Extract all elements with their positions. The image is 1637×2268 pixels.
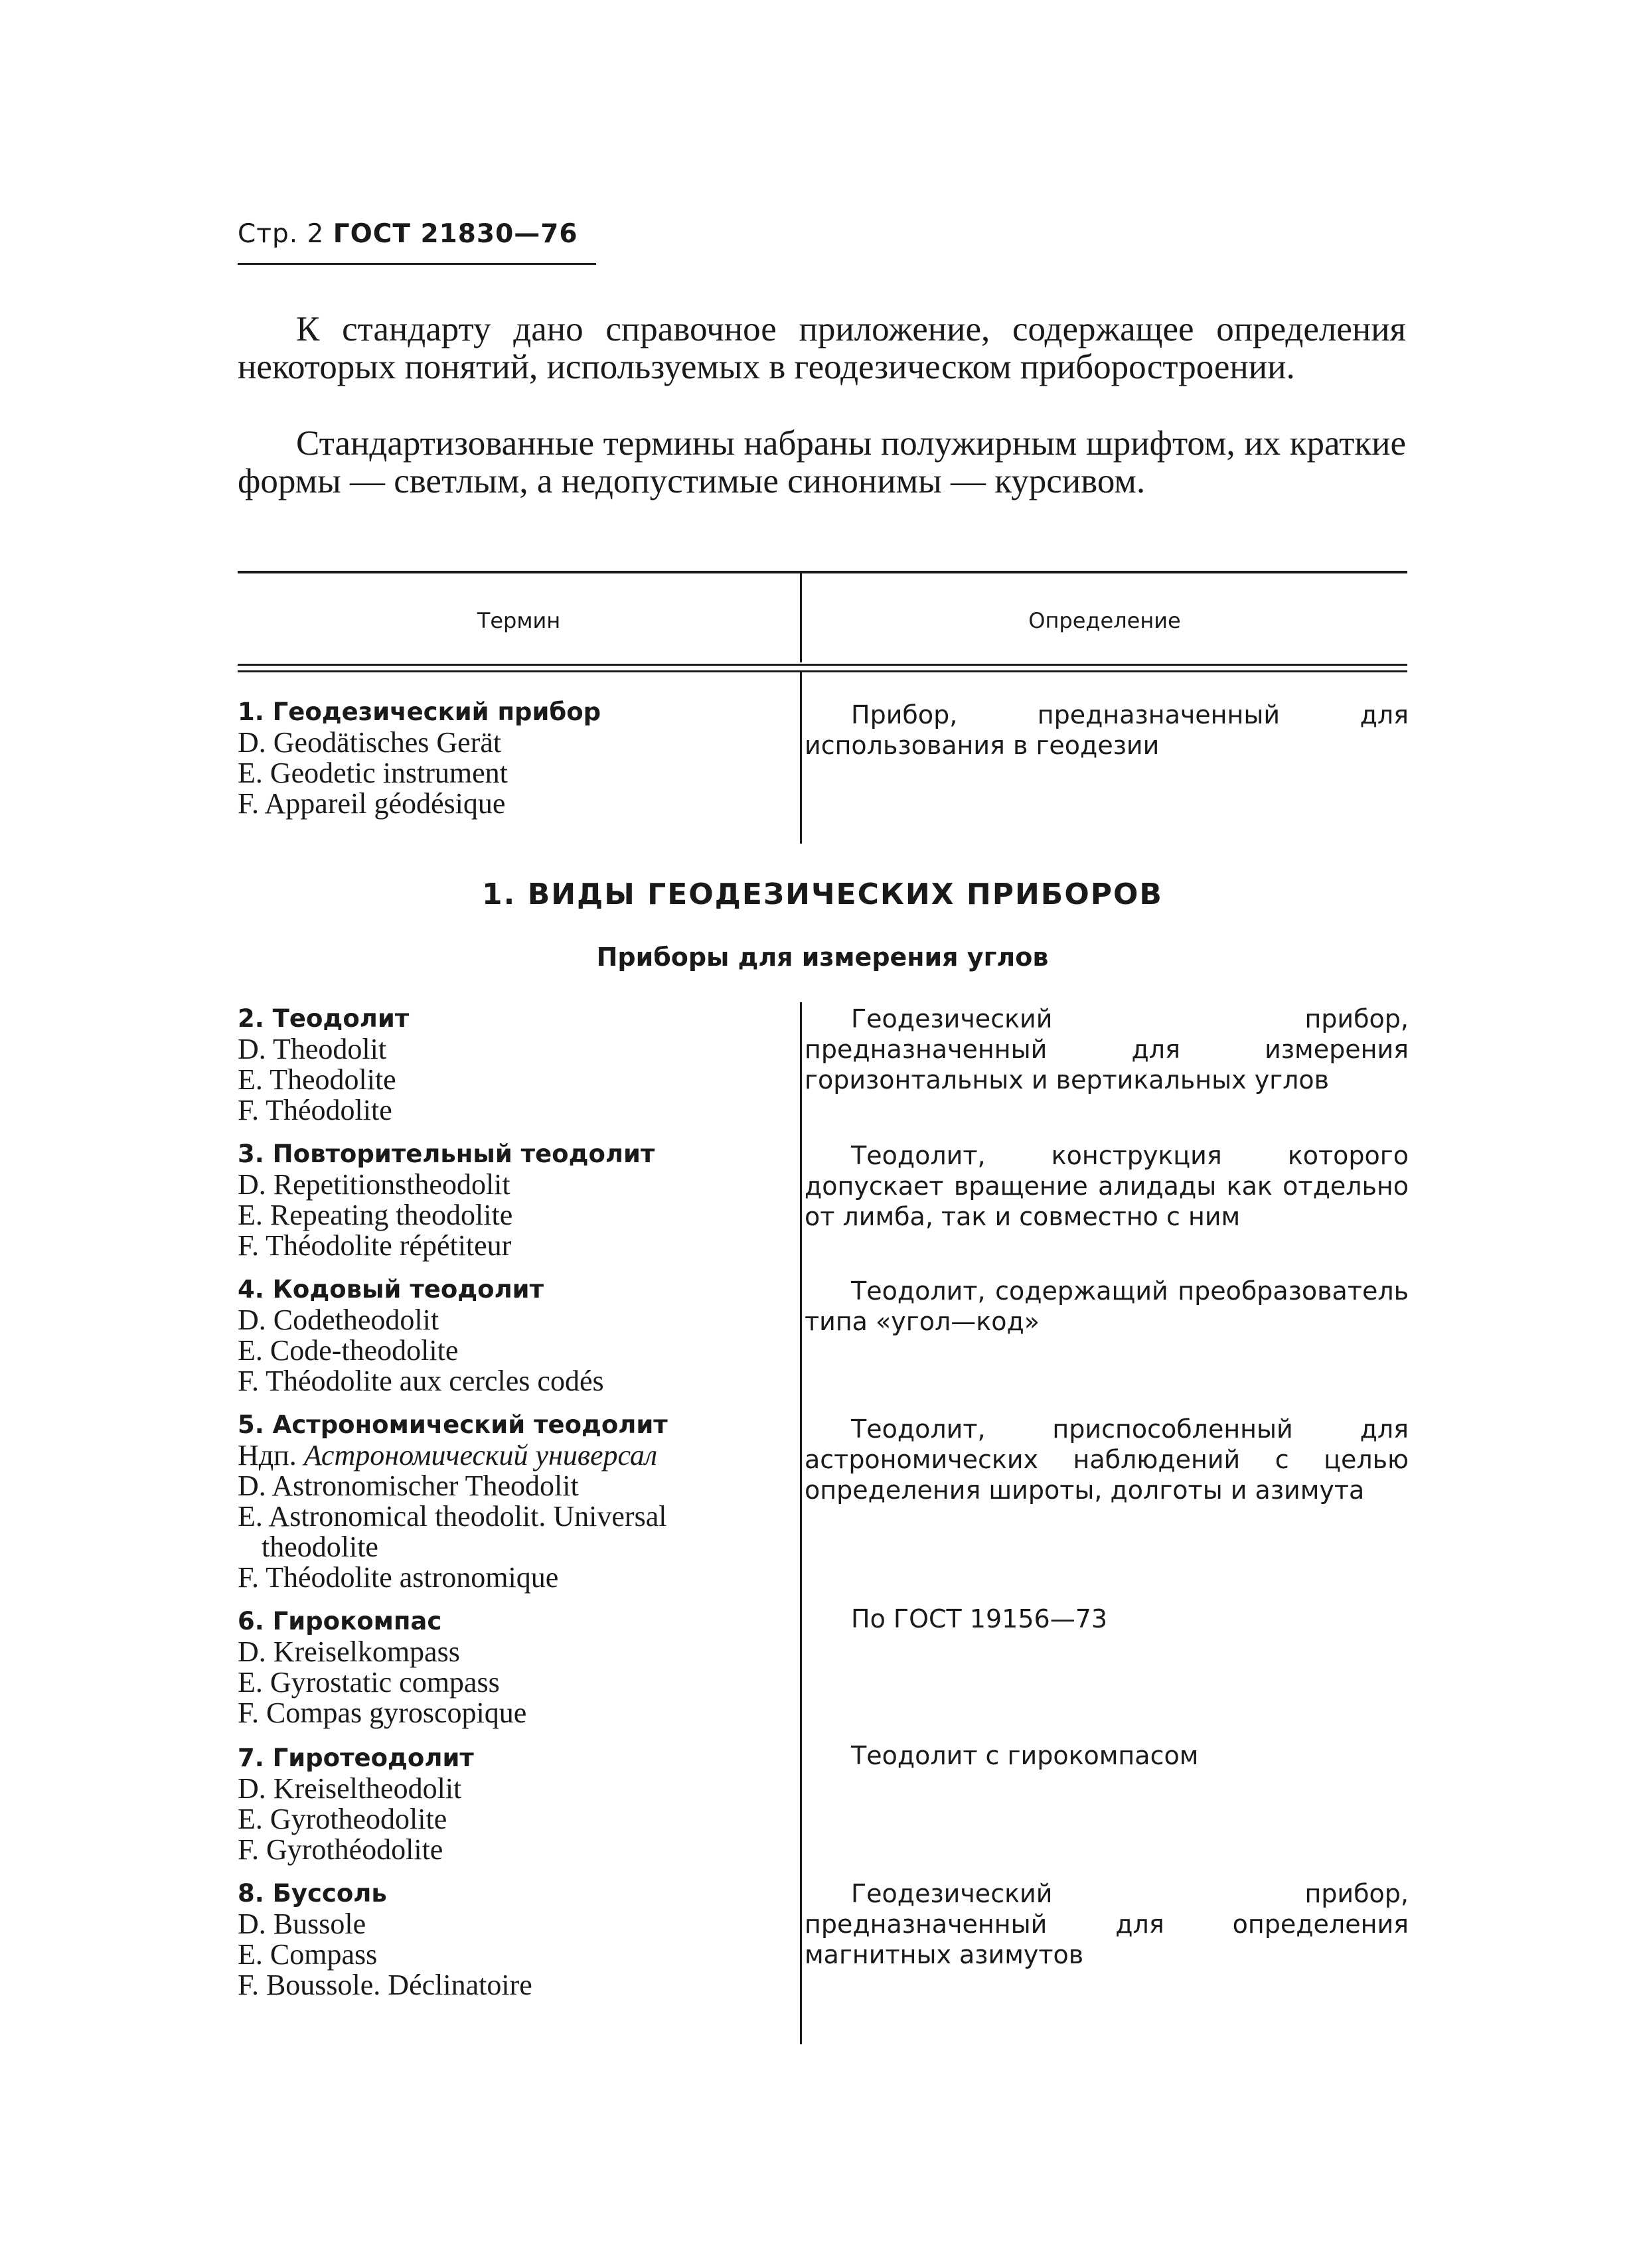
term-french: F. Boussole. Déclinatoire xyxy=(238,1969,532,2001)
term-french: F. Gyrothéodolite xyxy=(238,1833,443,1866)
term-name: 6. Гирокомпас xyxy=(238,1607,442,1635)
term-entry xyxy=(238,1139,782,1261)
term-entry xyxy=(238,1878,782,2001)
term-english: E. Gyrostatic compass xyxy=(238,1666,500,1699)
term-german: D. Codetheodolit xyxy=(238,1304,439,1336)
term-french: F. Théodolite astronomique xyxy=(238,1561,559,1594)
term-english: E. Gyrotheodolite xyxy=(238,1803,447,1835)
term-definition: Теодолит, приспособленный для астрономических наблюдений с целью определения широты, долготы и азимута xyxy=(805,1414,1409,1505)
term-french: F. Théodolite xyxy=(238,1094,392,1126)
term-definition: Геодезический прибор, предназначенный для определения магнитных азимутов xyxy=(805,1879,1409,1969)
subsection-title: Приборы для измерения углов xyxy=(596,943,1049,972)
term-definition: Теодолит, содержащий преобразователь типа «угол—код» xyxy=(805,1276,1409,1336)
column-header-term: Термин xyxy=(477,608,561,633)
term-english: E. Theodolite xyxy=(238,1063,396,1096)
term-name: 8. Буссоль xyxy=(238,1879,387,1908)
term-definition: Прибор, предназначенный для использования в геодезии xyxy=(805,700,1409,760)
term-french: F. Compas gyroscopique xyxy=(238,1697,527,1729)
intro-paragraph: К стандарту дано справочное приложение, содержащее определения некоторых понятий, используемых в геодезическом приборостроении. xyxy=(238,310,1406,386)
term-german: D. Kreiseltheodolit xyxy=(238,1772,462,1805)
term-definition: Теодолит, конструкция которого допускает вращение алидады как отдельно от лимба, так и совместно с ним xyxy=(805,1141,1409,1231)
term-german: D. Repetitionstheodolit xyxy=(238,1168,510,1201)
term-name: 1. Геодезический прибор xyxy=(238,698,601,726)
table-header-rule xyxy=(238,664,1407,666)
term-definition: Геодезический прибор, предназначенный для измерения горизонтальных и вертикальных углов xyxy=(805,1004,1409,1095)
term-name: 4. Кодовый теодолит xyxy=(238,1275,544,1304)
term-english: E. Geodetic instrument xyxy=(238,757,508,789)
header-underline xyxy=(238,263,596,265)
term-forbidden-synonym xyxy=(238,1440,782,1471)
page-header xyxy=(238,219,578,249)
synonym-prefix: Ндп. xyxy=(238,1439,297,1472)
term-entry xyxy=(238,1004,782,1126)
term-entry xyxy=(238,1410,782,1593)
term-name: 2. Теодолит xyxy=(238,1004,410,1033)
term-french: F. Appareil géodésique xyxy=(238,787,506,820)
term-name: 5. Астрономический теодолит xyxy=(238,1410,668,1439)
section-title: 1. ВИДЫ ГЕОДЕЗИЧЕСКИХ ПРИБОРОВ xyxy=(482,877,1163,911)
term-name: 7. Гиротеодолит xyxy=(238,1744,474,1772)
term-name: 3. Повторительный теодолит xyxy=(238,1140,655,1168)
term-entry xyxy=(238,1743,782,1865)
term-german: D. Bussole xyxy=(238,1908,366,1940)
intro-paragraph: Стандартизованные термины набраны полужирным шрифтом, их краткие формы — светлым, а недопустимые синонимы — курсивом. xyxy=(238,424,1406,500)
term-french: F. Théodolite répétiteur xyxy=(238,1229,512,1262)
term-entry xyxy=(238,1274,782,1397)
table-column-divider xyxy=(800,672,802,844)
table-header-rule xyxy=(238,670,1407,672)
term-definition: Теодолит с гирокомпасом xyxy=(851,1741,1199,1770)
term-german: D. Theodolit xyxy=(238,1033,387,1065)
term-entry xyxy=(238,697,782,819)
term-german: D. Astronomischer Theodolit xyxy=(238,1470,579,1502)
term-definition: По ГОСТ 19156—73 xyxy=(851,1604,1108,1633)
table-top-rule xyxy=(238,571,1407,573)
term-english: E. Code-theodolite xyxy=(238,1334,459,1367)
synonym-text: Астрономический универсал xyxy=(303,1439,658,1472)
term-english: E. Compass xyxy=(238,1938,378,1971)
table-column-divider xyxy=(800,1002,802,2044)
term-german: D. Kreiselkompass xyxy=(238,1635,460,1668)
term-french: F. Théodolite aux cercles codés xyxy=(238,1365,604,1397)
term-entry xyxy=(238,1606,782,1728)
term-english: E. Repeating theodolite xyxy=(238,1199,513,1231)
term-german: D. Geodätisches Gerät xyxy=(238,726,502,759)
document-code: ГОСТ 21830—76 xyxy=(333,219,578,249)
page-number: Стр. 2 xyxy=(238,219,325,249)
column-header-definition: Определение xyxy=(1028,608,1181,633)
term-english: E. Astronomical theodolit. Universal theodolite xyxy=(238,1500,667,1563)
